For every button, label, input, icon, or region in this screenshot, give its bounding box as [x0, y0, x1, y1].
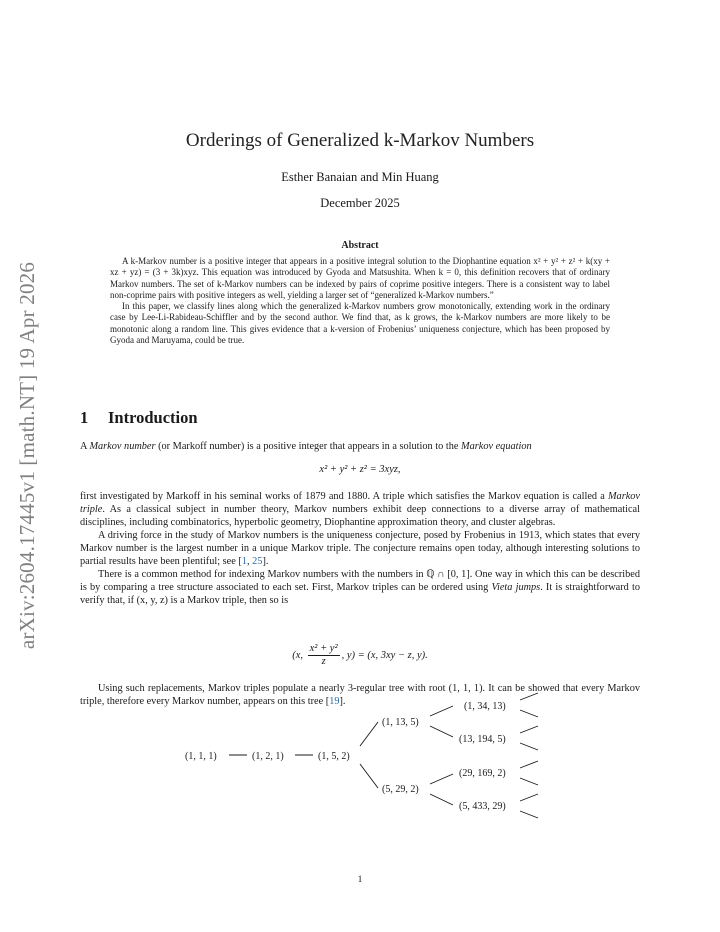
tree-node: (1, 13, 5) — [382, 717, 419, 728]
term-markov-triple: Markov triple — [80, 491, 640, 515]
tree-node: (1, 34, 13) — [464, 701, 506, 712]
citation-link[interactable]: 25 — [252, 556, 263, 567]
abstract-paragraph-2: In this paper, we classify lines along which the generalized k-Markov numbers grow monotonically, extending work in the ordinary case by Lee-Li-Rabideau-Schiffler and by the second author. We find that, as k grows, the k-Markov numbers are more likely to be monotonic along a random line. This gives evidence that a k-version of Frobenius’ uniqueness conjecture, which has been proposed by Gyoda and Maruyama, could be true. — [110, 301, 610, 346]
intro-body-block — [80, 490, 640, 607]
citation-link[interactable]: 19 — [329, 696, 340, 707]
markov-equation: x² + y² + z² = 3xyz, — [319, 464, 401, 475]
page-number: 1 — [357, 875, 363, 885]
arxiv-id-text: arXiv:2604.17445v1 [math.NT] 19 Apr 2026 — [15, 261, 40, 649]
intro-paragraph-1: A Markov number (or Markoff number) is a positive integer that appears in a solution to the Markov equation — [80, 441, 532, 452]
term-markov-equation: Markov equation — [461, 441, 532, 452]
section-heading-text: Introduction — [108, 408, 198, 427]
vieta-jump-equation: (x, $\frac{\text{x² + y²}}{z}$ , y) = (x, 3xy − z, y). — [292, 643, 428, 667]
tree-node: (5, 29, 2) — [382, 784, 419, 795]
citation-link[interactable]: 1 — [241, 556, 247, 567]
abstract-paragraph-1: A k-Markov number is a positive integer that appears in a positive integral solution to the Diophantine equation x² + y² + z² + k(xy + xz + yz) = (3 + 3k)xyz. This equation was introduced by Gyoda and Matsushita. When k = 0, this definition recovers that of ordinary Markov numbers. The set of k-Markov numbers can be indexed by pairs of coprime positive integers. There is a consistent way to label non-coprime pairs with positive integers as well, yielding a larger set of “generalized k-Markov numbers.” — [110, 256, 610, 300]
tree-node: (13, 194, 5) — [459, 734, 506, 745]
paper-date: December 2025 — [320, 196, 400, 210]
abstract-body — [110, 256, 610, 346]
section-heading-introduction — [80, 408, 198, 428]
paper-authors: Esther Banaian and Min Huang — [281, 170, 439, 184]
term-vieta-jumps: Vieta jumps — [491, 582, 541, 593]
tree-node: (1, 2, 1) — [252, 751, 284, 762]
section-number: 1 — [80, 408, 89, 427]
intro-paragraph-4: There is a common method for indexing Markov numbers with the numbers in ℚ ∩ [0, 1]. One way in which this can be described is by comparing a tree structure associated to each set. First, Markov triples can be ordered using Vieta jumps. It is straightforward to verify that, if (x, y, z) is a Markov triple, then so is — [80, 569, 640, 606]
tree-node: (1, 1, 1) — [185, 751, 217, 762]
intro-paragraph-5: Using such replacements, Markov triples populate a nearly 3-regular tree with root (1, 1, 1). It can be showed that every Markov triple, therefore every Markov number, appears on this tree [19]. — [80, 683, 640, 707]
paper-title: Orderings of Generalized k-Markov Numbers — [185, 130, 535, 151]
tree-node: (29, 169, 2) — [459, 768, 506, 779]
tree-node: (5, 433, 29) — [459, 801, 506, 812]
term-markov-number: Markov number — [89, 441, 156, 452]
markov-tree-diagram — [170, 660, 560, 860]
intro-paragraph-2: first investigated by Markoff in his seminal works of 1879 and 1880. A triple which satisfies the Markov equation is called a Markov triple. As a classical subject in number theory, Markov numbers exhibit deep connections to a diverse array of mathematical disciplines, including combinatorics, hyperbolic geometry, Diophantine approximation theory, and cluster algebras. — [80, 491, 640, 528]
arxiv-identifier-stamp — [8, 245, 48, 665]
abstract-heading: Abstract — [341, 240, 379, 251]
tree-node: (1, 5, 2) — [318, 751, 350, 762]
intro-paragraph-3: A driving force in the study of Markov numbers is the uniqueness conjecture, posed by Frobenius in 1913, which states that every Markov number is the largest number in a unique Markov triple. The conjecture remains open today, although interesting solutions to partial results have been plentiful; see [1, 25]. — [80, 530, 640, 567]
